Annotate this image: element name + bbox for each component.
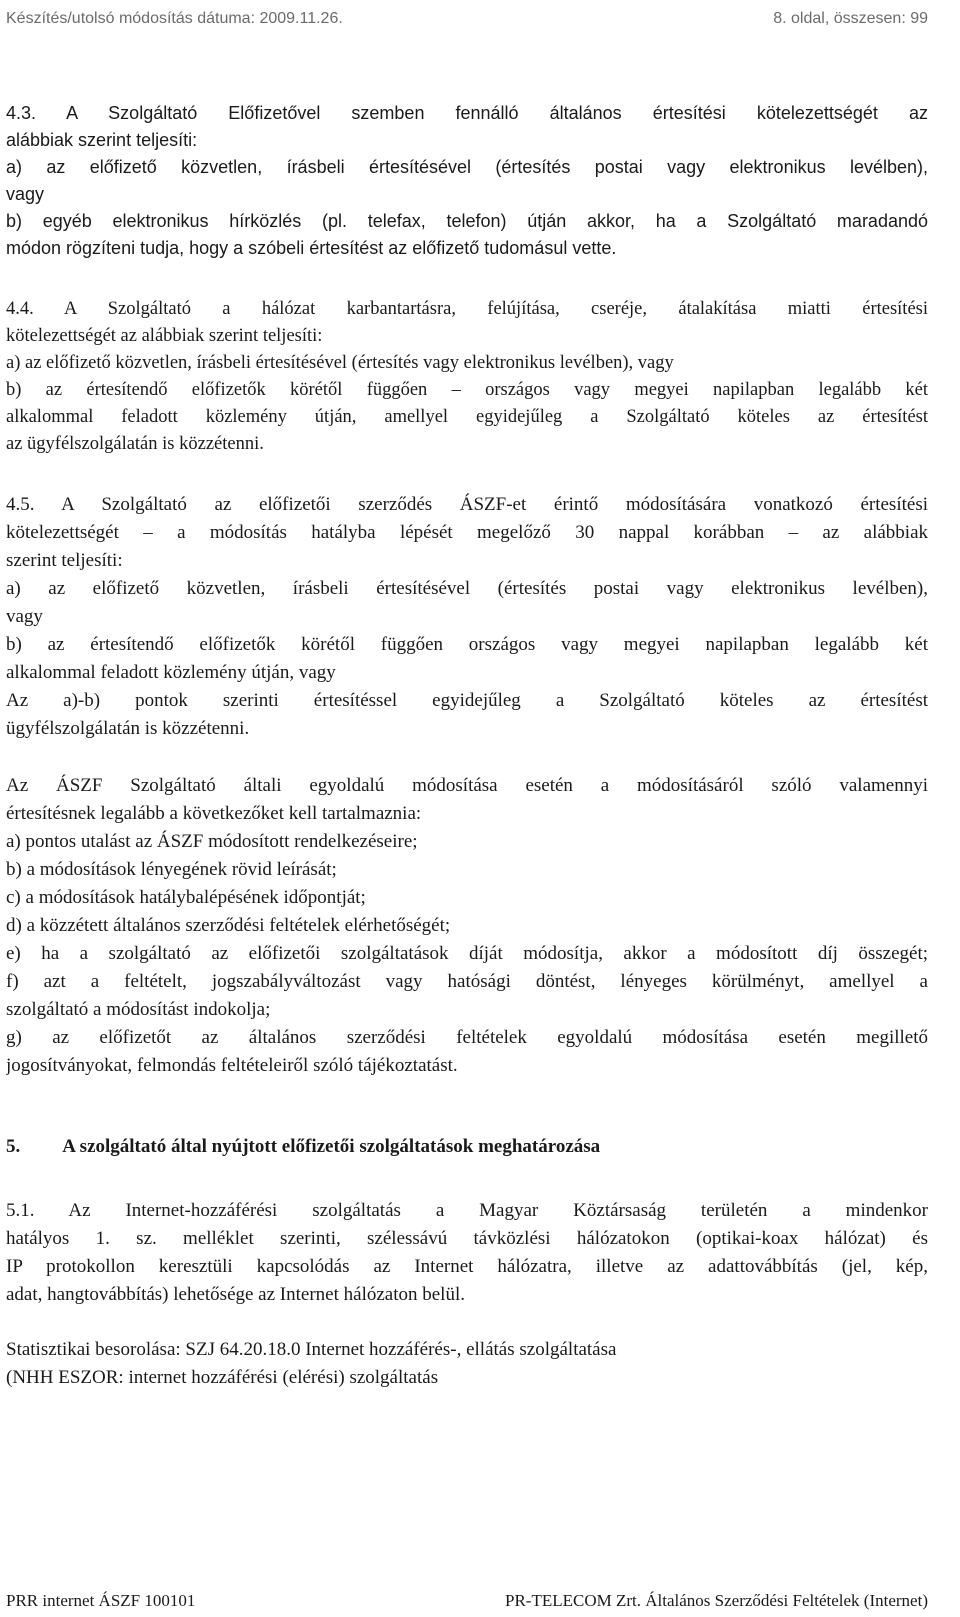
text-line: b) az értesítendő előfizetők körétől függően országos vagy megyei napilapban legalább két bbox=[6, 634, 928, 655]
list-item: g) az előfizetőt az általános szerződési feltételek egyoldalú módosítása esetén megillető bbox=[6, 1027, 928, 1048]
text-line: adat, hangtovábbítás) lehetősége az Internet hálózaton belül. bbox=[6, 1284, 465, 1305]
revision-date: Készítés/utolsó módosítás dátuma: 2009.11.26. bbox=[6, 10, 343, 27]
text-line: Statisztikai besorolása: SZJ 64.20.18.0 Internet hozzáférés-, ellátás szolgáltatása bbox=[6, 1339, 617, 1360]
text-line: alkalommal feladott közlemény útján, amellyel egyidejűleg a Szolgáltató köteles az értesítést bbox=[6, 407, 928, 427]
text-line: 4.5. A Szolgáltató az előfizetői szerződés ÁSZF-et érintő módosítására vonatkozó értesítési bbox=[6, 494, 928, 515]
text-line: 5.1. Az Internet-hozzáférési szolgáltatás a Magyar Köztársaság területén a mindenkor bbox=[6, 1200, 928, 1221]
text-line: alábbiak szerint teljesíti: bbox=[6, 130, 198, 150]
section-5-1 bbox=[6, 1197, 928, 1309]
text-line: 4.3. A Szolgáltató Előfizetővel szemben fennálló általános értesítési kötelezettségét az bbox=[6, 103, 928, 123]
heading-number: 5. bbox=[6, 1136, 21, 1157]
text-line: b) az értesítendő előfizetők körétől függően – országos vagy megyei napilapban legalább két bbox=[6, 380, 928, 400]
list-item: c) a módosítások hatálybalépésének időpontját; bbox=[6, 887, 366, 908]
text-line: (NHH ESZOR: internet hozzáférési (elérési) szolgáltatás bbox=[6, 1367, 439, 1388]
section-4-4 bbox=[6, 296, 928, 458]
footer-document-title: PR-TELECOM Zrt. Általános Szerződési Feltételek (Internet) bbox=[505, 1591, 928, 1610]
text-line: hatályos 1. sz. melléklet szerinti, szélessávú távközlési hálózatokon (optikai-koax hálózat) és bbox=[6, 1228, 928, 1249]
text-line: módon rögzíteni tudja, hogy a szóbeli értesítést az előfizető tudomásul vette. bbox=[6, 238, 617, 258]
text-line: Az ÁSZF Szolgáltató általi egyoldalú módosítása esetén a módosításáról szóló valamennyi bbox=[6, 775, 928, 796]
list-item: b) a módosítások lényegének rövid leírását; bbox=[6, 859, 337, 880]
page-footer bbox=[6, 1591, 928, 1611]
text-line: az ügyfélszolgálatán is közzétenni. bbox=[6, 434, 264, 454]
list-item: a) pontos utalást az ÁSZF módosított rendelkezéseire; bbox=[6, 831, 418, 852]
footer-document-id: PRR internet ÁSZF 100101 bbox=[6, 1591, 196, 1610]
section-4-3 bbox=[6, 100, 928, 262]
statistical-classification bbox=[6, 1336, 928, 1392]
text-line: vagy bbox=[6, 606, 43, 627]
text-line: a) az előfizető közvetlen, írásbeli értesítésével (értesítés vagy elektronikus levélben), vagy bbox=[6, 353, 674, 373]
list-item: d) a közzétett általános szerződési feltételek elérhetőségét; bbox=[6, 915, 451, 936]
text-line: kötelezettségét az alábbiak szerint teljesíti: bbox=[6, 326, 323, 346]
text-line: IP protokollon keresztüli kapcsolódás az Internet hálózatra, illetve az adattovábbítás (jel, kép, bbox=[6, 1256, 928, 1277]
heading-title: A szolgáltató által nyújtott előfizetői szolgáltatások meghatározása bbox=[62, 1136, 601, 1157]
text-line: Az a)-b) pontok szerinti értesítéssel egyidejűleg a Szolgáltató köteles az értesítést bbox=[6, 690, 928, 711]
text-line: alkalommal feladott közlemény útján, vagy bbox=[6, 662, 336, 683]
section-heading bbox=[6, 1136, 600, 1158]
text-line: a) az előfizető közvetlen, írásbeli értesítésével (értesítés postai vagy elektronikus levélben), bbox=[6, 157, 928, 177]
list-item: f) azt a feltételt, jogszabályváltozást vagy hatósági döntést, lényeges körülményt, amellyel a bbox=[6, 971, 928, 992]
text-line: a) az előfizető közvetlen, írásbeli értesítésével (értesítés postai vagy elektronikus levélben), bbox=[6, 578, 928, 599]
text-line: 4.4. A Szolgáltató a hálózat karbantartásra, felújítása, cseréje, átalakítása miatti értesítési bbox=[6, 299, 928, 319]
page-number: 8. oldal, összesen: 99 bbox=[773, 10, 928, 27]
page-header bbox=[6, 10, 928, 28]
text-line: b) egyéb elektronikus hírközlés (pl. telefax, telefon) útján akkor, ha a Szolgáltató maradandó bbox=[6, 211, 928, 231]
list-item: szolgáltató a módosítást indokolja; bbox=[6, 999, 271, 1020]
text-line: ügyfélszolgálatán is közzétenni. bbox=[6, 718, 250, 739]
list-item: jogosítványokat, felmondás feltételeiről szóló tájékoztatást. bbox=[6, 1055, 458, 1076]
text-line: kötelezettségét – a módosítás hatályba lépését megelőző 30 nappal korábban – az alábbiak bbox=[6, 522, 928, 543]
section-4-5 bbox=[6, 491, 928, 743]
list-item: e) ha a szolgáltató az előfizetői szolgáltatások díját módosítja, akkor a módosított díj összegét; bbox=[6, 943, 928, 964]
text-line: szerint teljesíti: bbox=[6, 550, 123, 571]
text-line: értesítésnek legalább a következőket kell tartalmaznia: bbox=[6, 803, 422, 824]
aszf-modification-section bbox=[6, 772, 928, 1080]
text-line: vagy bbox=[6, 184, 45, 204]
